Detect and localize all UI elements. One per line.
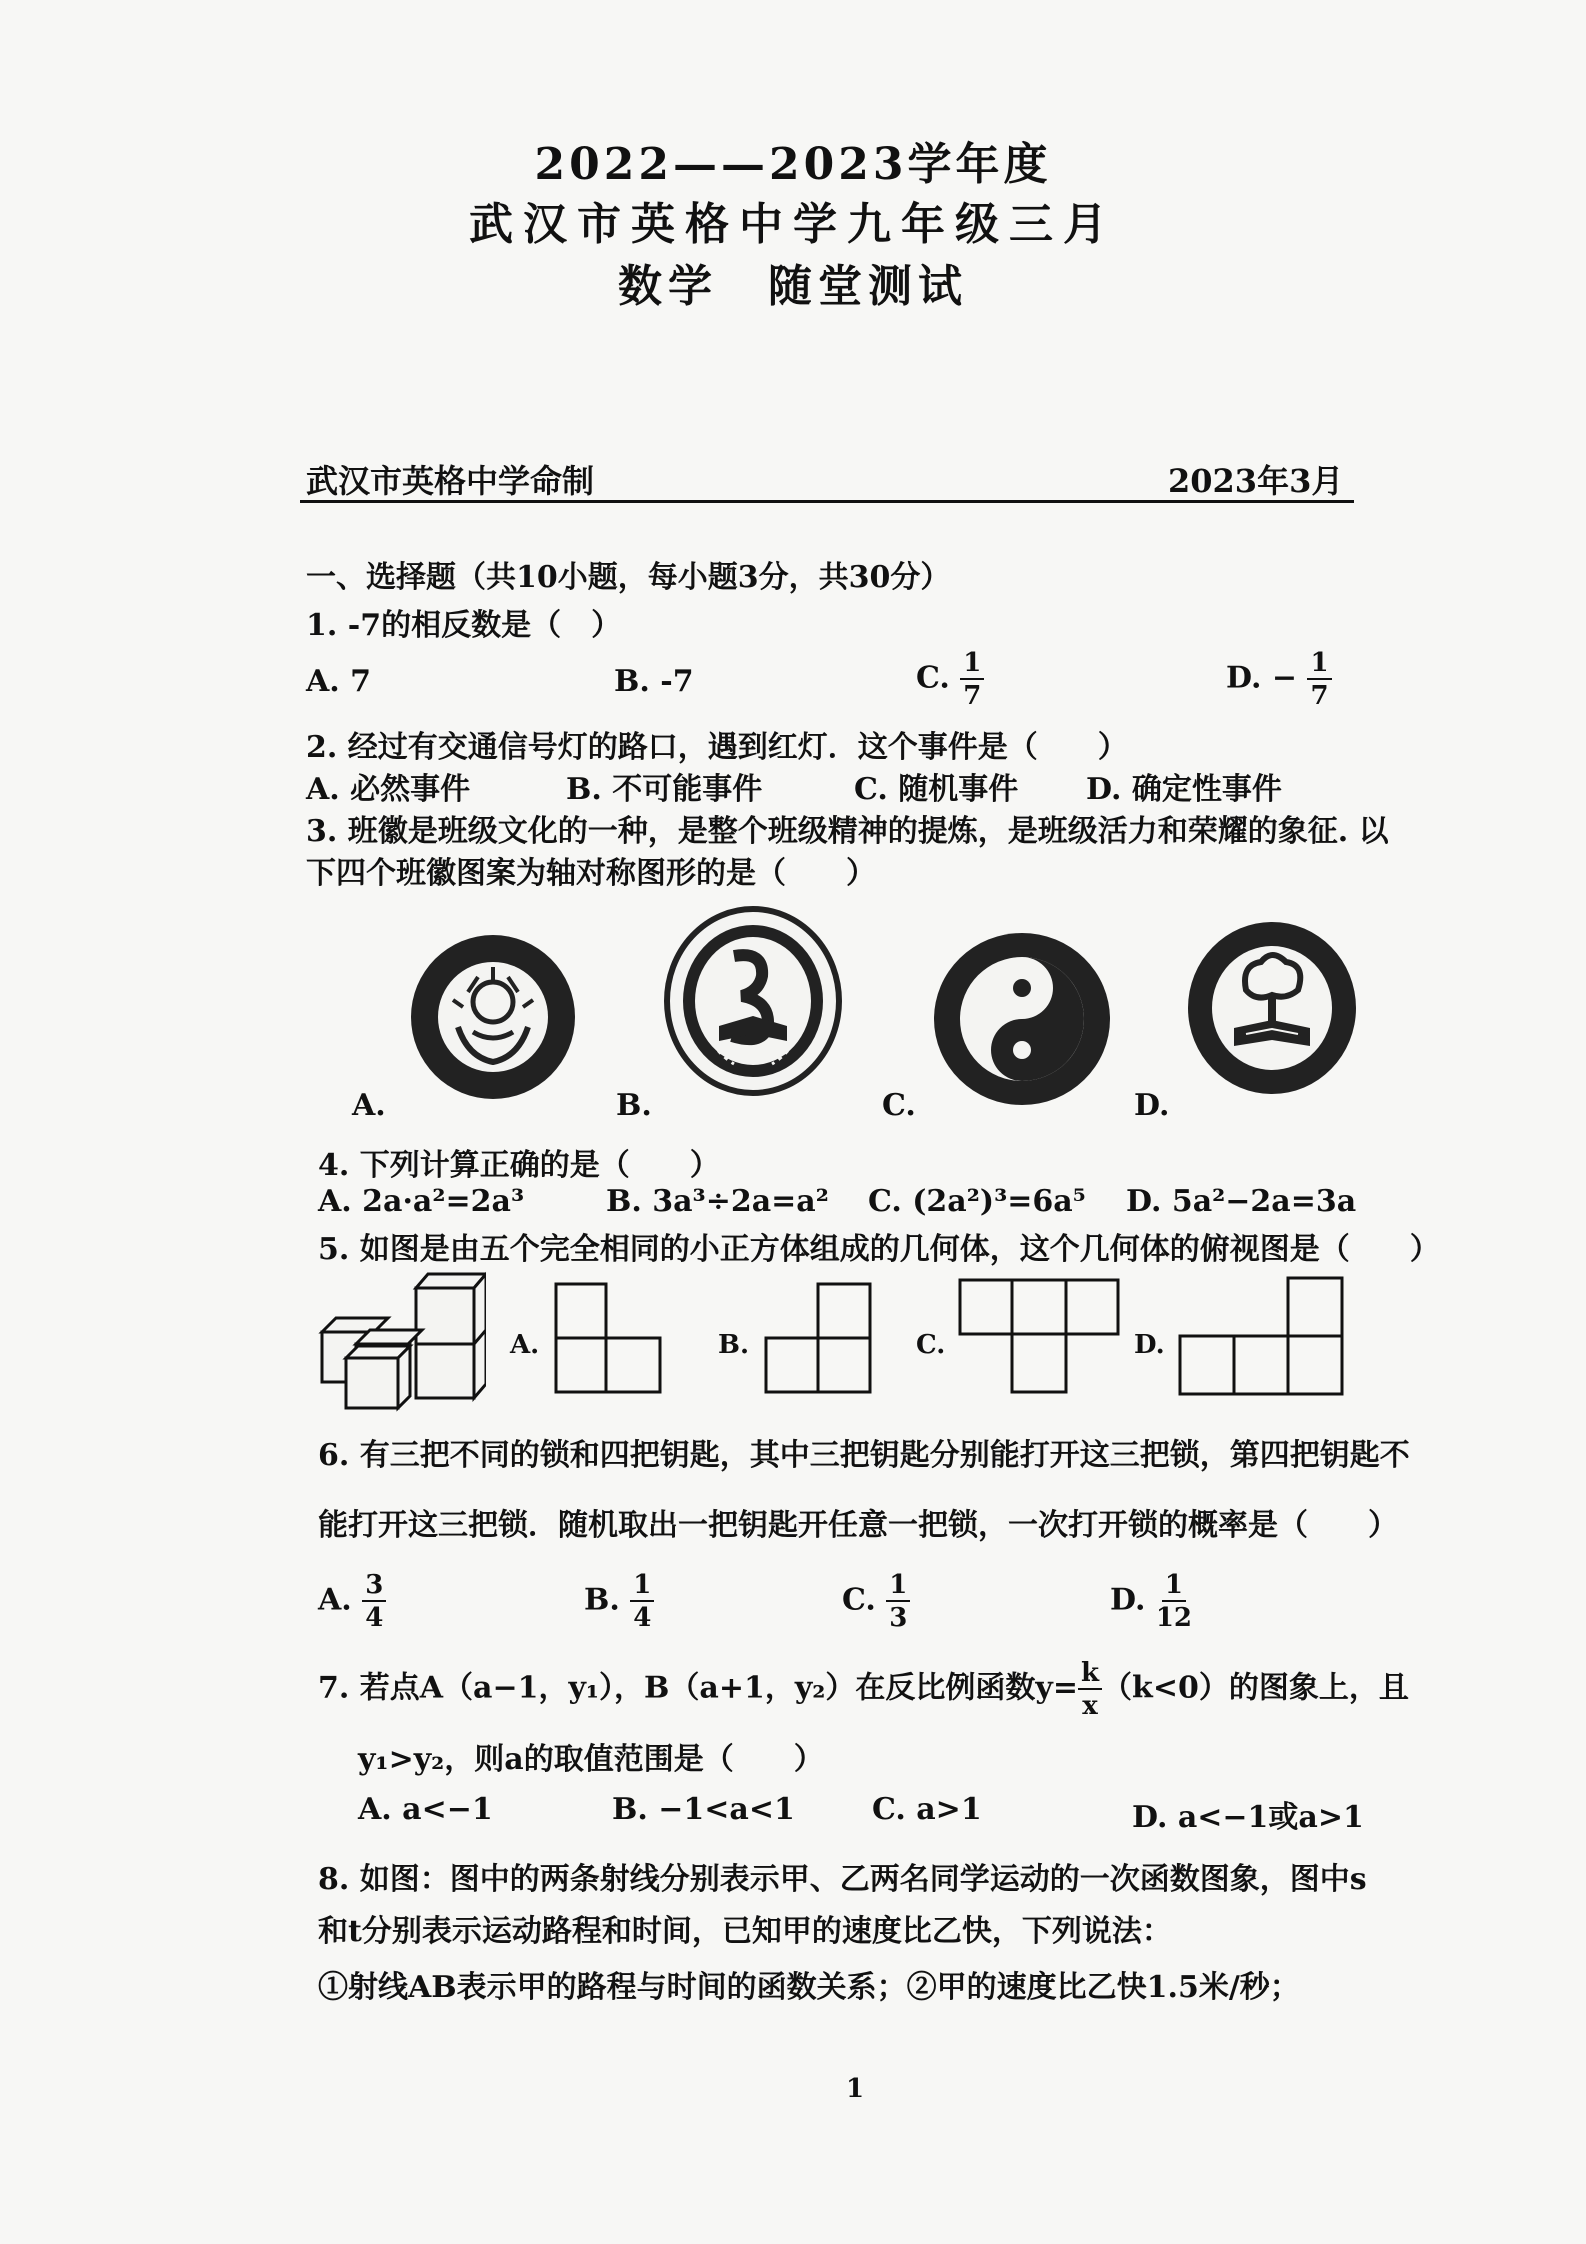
- q5-option-b-label: B.: [718, 1330, 750, 1360]
- fraction-denominator: 7: [963, 681, 982, 711]
- q8-stem-line1: 8. 如图：图中的两条射线分别表示甲、乙两名同学运动的一次函数图象，图中s: [318, 1862, 1367, 1897]
- q6-stem-line2: 能打开这三把锁．随机取出一把钥匙开任意一把锁，一次打开锁的概率是（ ）: [318, 1508, 1398, 1543]
- q6-option-a-fraction: [362, 1572, 386, 1631]
- q4-option-a: A. 2a·a²=2a³: [318, 1184, 525, 1219]
- q1-option-c-fraction: [960, 650, 984, 709]
- q7-stem-line2: y₁>y₂，则a的取值范围是（ ）: [358, 1742, 824, 1777]
- q6-option-c-fraction: [886, 1572, 910, 1631]
- q1-option-d: [1226, 650, 1332, 709]
- fraction-denominator: 12: [1155, 1603, 1193, 1633]
- q5-option-d-label: D.: [1134, 1330, 1165, 1360]
- q7-option-b: B. −1<a<1: [612, 1792, 795, 1827]
- q5-stem: 5. 如图是由五个完全相同的小正方体组成的几何体，这个几何体的俯视图是（ ）: [318, 1232, 1440, 1267]
- fraction-numerator: 1: [886, 1572, 910, 1602]
- q5-option-a-figure: [554, 1282, 664, 1394]
- q6-option-d-label: D.: [1110, 1582, 1146, 1618]
- q6-option-b-label: B.: [584, 1582, 620, 1618]
- q6-option-d: [1110, 1572, 1192, 1631]
- q7-stem-line1: [318, 1660, 1409, 1719]
- q8-stem-line2: 和t分别表示运动路程和时间，已知甲的速度比乙快，下列说法：: [318, 1914, 1172, 1949]
- q3-option-d-label: D.: [1134, 1088, 1170, 1123]
- q7-fraction: [1078, 1660, 1102, 1719]
- fraction-denominator: x: [1082, 1691, 1098, 1721]
- q3-option-a-label: A.: [352, 1088, 386, 1123]
- q5-option-c-label: C.: [916, 1330, 946, 1360]
- fraction-numerator: 1: [630, 1572, 654, 1602]
- emblem-c-image: [932, 930, 1112, 1108]
- q2-option-a: A. 必然事件: [306, 772, 471, 807]
- q6-option-d-fraction: [1156, 1572, 1192, 1631]
- q1-option-a: A. 7: [306, 664, 372, 699]
- q4-option-b: B. 3a³÷2a=a²: [606, 1184, 829, 1219]
- q1-option-c-label: C.: [916, 660, 950, 696]
- fraction-denominator: 4: [365, 1603, 384, 1633]
- q7-option-a: A. a<−1: [358, 1792, 493, 1827]
- q6-option-a: [318, 1572, 386, 1631]
- q4-stem: 4. 下列计算正确的是（ ）: [318, 1148, 720, 1183]
- q1-option-d-fraction: [1307, 650, 1331, 709]
- fraction-denominator: 3: [889, 1603, 908, 1633]
- q1-option-c: [916, 650, 984, 709]
- q2-option-c: C. 随机事件: [854, 772, 1019, 807]
- q3-option-c-label: C.: [882, 1088, 916, 1123]
- q7-option-d: D. a<−1或a>1: [1132, 1800, 1364, 1835]
- fraction-numerator: 3: [362, 1572, 386, 1602]
- q2-stem: 2. 经过有交通信号灯的路口，遇到红灯．这个事件是（ ）: [306, 730, 1128, 765]
- fraction-numerator: 1: [1162, 1572, 1186, 1602]
- issuer-label: 武汉市英格中学命制: [306, 462, 595, 500]
- fraction-numerator: k: [1078, 1660, 1102, 1690]
- fraction-numerator: 1: [1307, 650, 1331, 680]
- q1-option-d-label: D. −: [1226, 660, 1297, 696]
- q6-stem-line1: 6. 有三把不同的锁和四把钥匙，其中三把钥匙分别能打开这三把锁，第四把钥匙不: [318, 1438, 1410, 1473]
- q5-option-c-figure: [958, 1278, 1122, 1396]
- q5-option-d-figure: [1178, 1276, 1346, 1398]
- q7-option-c: C. a>1: [872, 1792, 982, 1827]
- q3-stem-line1: 3. 班徽是班级文化的一种，是整个班级精神的提炼，是班级活力和荣耀的象征. 以: [306, 814, 1389, 849]
- q4-option-d: D. 5a²−2a=3a: [1126, 1184, 1357, 1219]
- q7-stem-part1: 7. 若点A（a−1，y₁），B（a+1，y₂）在反比例函数y=: [318, 1670, 1079, 1706]
- emblem-d-image: [1186, 920, 1358, 1096]
- q2-option-d: D. 确定性事件: [1086, 772, 1282, 807]
- q6-option-b-fraction: [630, 1572, 654, 1631]
- q6-option-c-label: C.: [842, 1582, 876, 1618]
- year-title: 2022——2023学年度: [534, 139, 1052, 190]
- emblem-b-image: [664, 906, 842, 1096]
- fraction-denominator: 7: [1310, 681, 1329, 711]
- subject-title: 数学 随堂测试: [618, 261, 968, 312]
- q4-option-c: C. (2a²)³=6a⁵: [868, 1184, 1086, 1219]
- q1-stem: 1. -7的相反数是（ ）: [306, 608, 622, 643]
- q5-option-b-figure: [764, 1282, 874, 1394]
- q3-option-b-label: B.: [616, 1088, 652, 1123]
- fraction-denominator: 4: [633, 1603, 652, 1633]
- q7-stem-part2: （k<0）的图象上，且: [1102, 1670, 1409, 1706]
- fraction-numerator: 1: [960, 650, 984, 680]
- q5-solid-figure: [316, 1270, 486, 1412]
- date-label: 2023年3月: [1168, 462, 1344, 500]
- q8-stem-line3: ①射线AB表示甲的路程与时间的函数关系；②甲的速度比乙快1.5米/秒；: [318, 1970, 1300, 2005]
- header-rule: [300, 500, 1354, 503]
- school-title: 武汉市英格中学九年级三月: [469, 199, 1117, 250]
- q6-option-a-label: A.: [318, 1582, 352, 1618]
- q6-option-b: [584, 1572, 654, 1631]
- section-title: 一、选择题（共10小题，每小题3分，共30分）: [306, 560, 951, 595]
- emblem-a-image: [408, 932, 578, 1102]
- q1-option-b: B. -7: [614, 664, 694, 699]
- q3-stem-line2: 下四个班徽图案为轴对称图形的是（ ）: [306, 856, 876, 891]
- q2-option-b: B. 不可能事件: [566, 772, 763, 807]
- page-number: 1: [846, 2074, 865, 2104]
- q5-option-a-label: A.: [510, 1330, 540, 1360]
- q6-option-c: [842, 1572, 910, 1631]
